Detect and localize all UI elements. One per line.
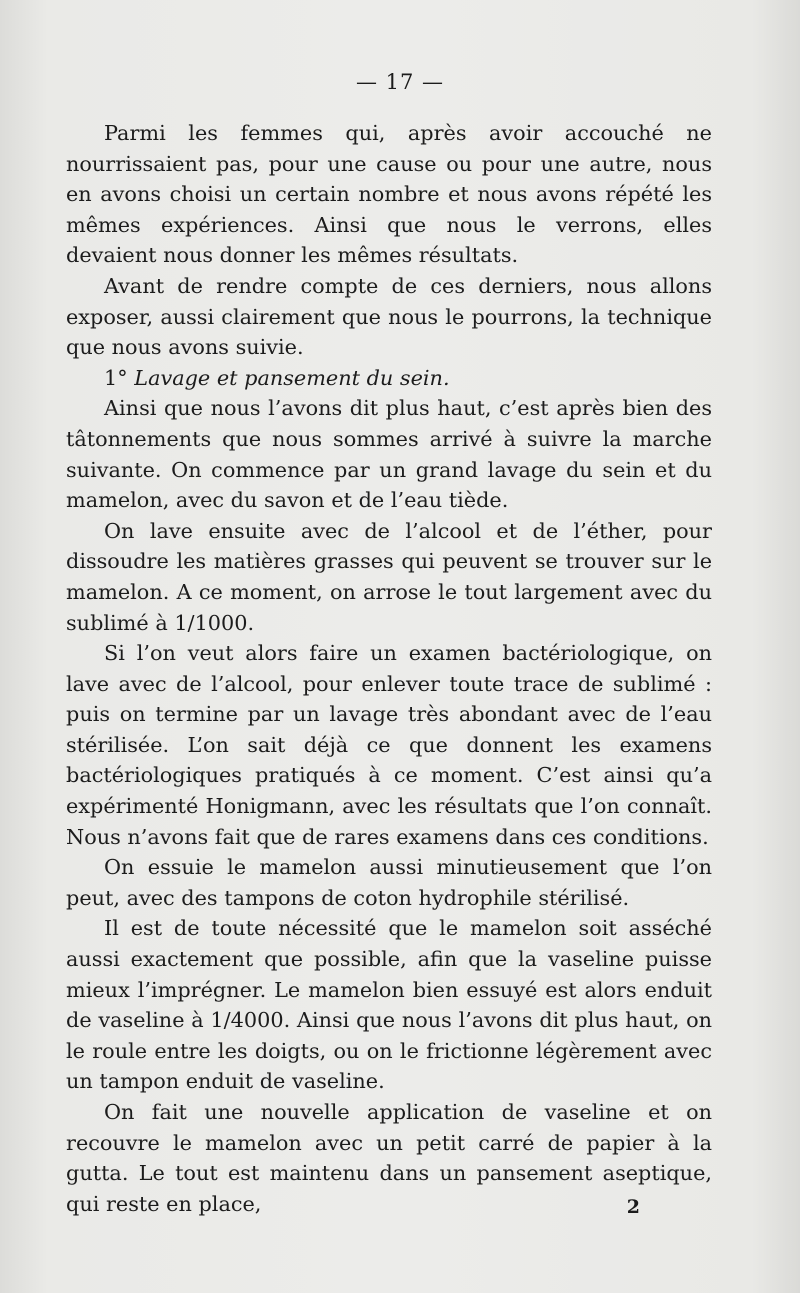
signature-mark: 2 bbox=[626, 1196, 640, 1218]
paragraph: On lave ensuite avec de l’alcool et de l’éther, pour dissoudre les matières grasses qui peuvent se trouver sur le mamelon. A ce moment, on arrose le tout largement avec du sublimé à 1/1000. bbox=[66, 518, 712, 635]
paragraph: Avant de rendre compte de ces derniers, nous allons exposer, aussi clairement que nous le pourrons, la technique que nous avons suivie. bbox=[66, 273, 712, 360]
paragraph: Parmi les femmes qui, après avoir accouché ne nourrissaient pas, pour une cause ou pour une autre, nous en avons choisi un certain nombre et nous avons répété les mêmes expériences. Ainsi que nous le verrons, elles devaient nous donner les mêmes résultats. bbox=[66, 121, 712, 268]
paragraph: Il est de toute nécessité que le mamelon soit asséché aussi exactement que possible, afin que la vaseline puisse mieux l’imprégner. Le mamelon bien essuyé est alors enduit de vaseline à 1/4000. Ainsi que nous l’avons dit plus haut, on le roule entre les doigts, ou on le frictionne légèrement avec un tampon enduit de vaseline. bbox=[66, 916, 712, 1094]
paragraph: On fait une nouvelle application de vaseline et on recouvre le mamelon avec un petit carré de papier à la gutta. Le tout est maintenu dans un pansement aseptique, qui reste en place, bbox=[66, 1100, 712, 1216]
section-heading bbox=[66, 363, 712, 394]
body-text bbox=[66, 118, 712, 1219]
paragraph: On essuie le mamelon aussi minutieusement que l’on peut, avec des tampons de coton hydrophile stérilisé. bbox=[66, 855, 712, 910]
paragraph: Ainsi que nous l’avons dit plus haut, c’est après bien des tâtonnements que nous sommes arrivé à suivre la marche suivante. On commence par un grand lavage du sein et du mamelon, avec du savon et de l’eau tiède. bbox=[66, 396, 712, 513]
paragraph: Si l’on veut alors faire un examen bactériologique, on lave avec de l’alcool, pour enlever toute trace de sublimé : puis on termine par un lavage très abondant avec de l’eau stérilisée. L’on sait déjà ce que donnent les examens bactériologiques pratiqués à ce moment. C’est ainsi qu’a expérimenté Honigmann, avec les résultats que l’on connaît. Nous n’avons fait que de rares examens dans ces conditions. bbox=[66, 641, 712, 849]
section-title: Lavage et pansement du sein. bbox=[134, 365, 450, 390]
page-number: — 17 — bbox=[355, 70, 445, 94]
section-number: 1° bbox=[104, 365, 128, 390]
